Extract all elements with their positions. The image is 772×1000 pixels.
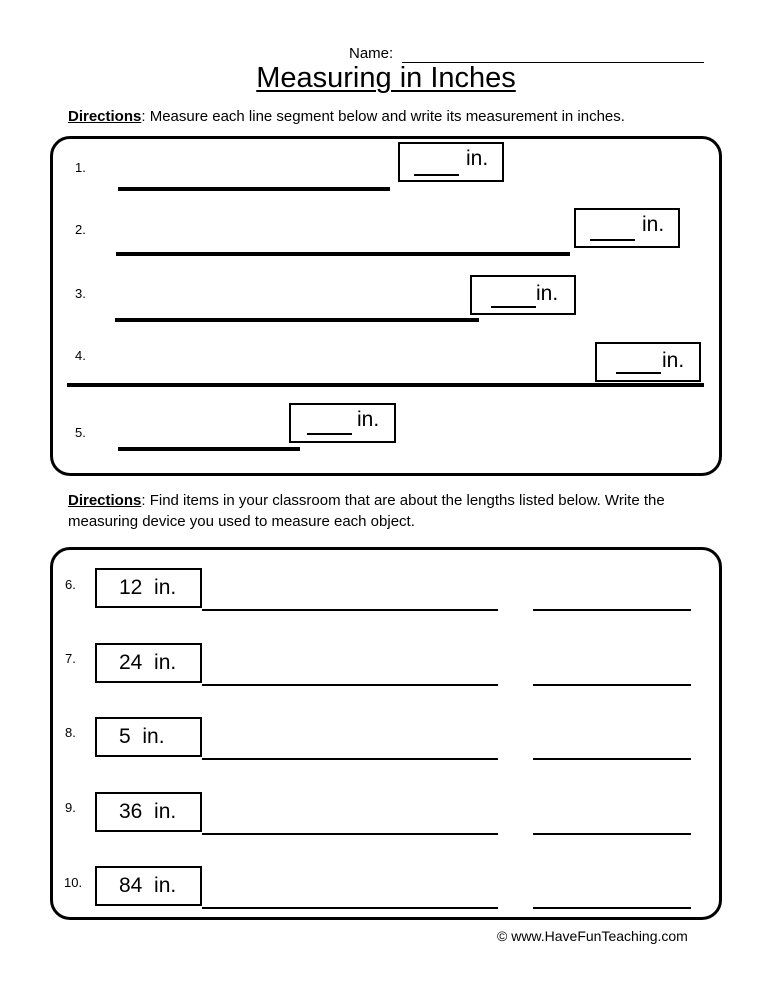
unit-label: in. [642,213,665,236]
answer-blank[interactable] [590,239,635,241]
directions-text: : Find items in your classroom that are about the lengths listed below. Write the measuring device you used to measure each object. [68,492,665,530]
item-number: 5. [75,425,86,440]
device-answer-line[interactable] [533,684,691,686]
unit-label: in. [466,147,489,170]
length-box-6 [95,568,202,608]
length-label: 24 in. [119,651,177,674]
item-number: 4. [75,348,86,363]
device-answer-line[interactable] [533,609,691,611]
length-label: 84 in. [119,874,177,897]
unit-label: in. [536,282,559,305]
length-label: 5 in. [119,725,165,748]
object-answer-line[interactable] [202,684,498,686]
item-number: 1. [75,160,86,175]
length-box-7 [95,643,202,683]
item-number: 3. [75,286,86,301]
directions-part1 [68,106,625,127]
object-answer-line[interactable] [202,609,498,611]
answer-blank[interactable] [491,306,536,308]
item-number: 9. [65,800,76,815]
line-segment-2 [116,252,570,256]
name-label: Name: [349,45,394,62]
copyright-footer: © www.HaveFunTeaching.com [497,928,688,944]
line-segment-5 [118,447,300,451]
unit-label: in. [357,408,380,431]
length-box-8 [95,717,202,757]
item-number: 7. [65,651,76,666]
object-answer-line[interactable] [202,907,498,909]
directions-label: Directions [68,108,142,125]
page-title-text: Measuring in Inches [256,62,516,94]
item-number: 6. [65,577,76,592]
answer-box-4[interactable] [595,342,701,382]
line-segment-3 [115,318,479,322]
answer-blank[interactable] [414,174,459,176]
directions-text: : Measure each line segment below and write its measurement in inches. [141,108,625,125]
unit-label: in. [662,349,685,372]
answer-blank[interactable] [307,433,352,435]
item-number: 8. [65,725,76,740]
object-answer-line[interactable] [202,758,498,760]
length-label: 12 in. [119,576,177,599]
line-segment-1 [118,187,390,191]
directions-part2 [68,490,718,532]
answer-box-3[interactable] [470,275,576,315]
answer-box-2[interactable] [574,208,680,248]
answer-box-5[interactable] [289,403,396,443]
item-number: 10. [64,875,83,890]
line-segment-4 [67,383,704,387]
length-label: 36 in. [119,800,177,823]
page-title [0,62,772,95]
device-answer-line[interactable] [533,758,691,760]
answer-blank[interactable] [616,372,661,374]
length-box-10 [95,866,202,906]
device-answer-line[interactable] [533,907,691,909]
directions-label: Directions [68,492,142,509]
device-answer-line[interactable] [533,833,691,835]
item-number: 2. [75,222,86,237]
object-answer-line[interactable] [202,833,498,835]
length-box-9 [95,792,202,832]
answer-box-1[interactable] [398,142,504,182]
